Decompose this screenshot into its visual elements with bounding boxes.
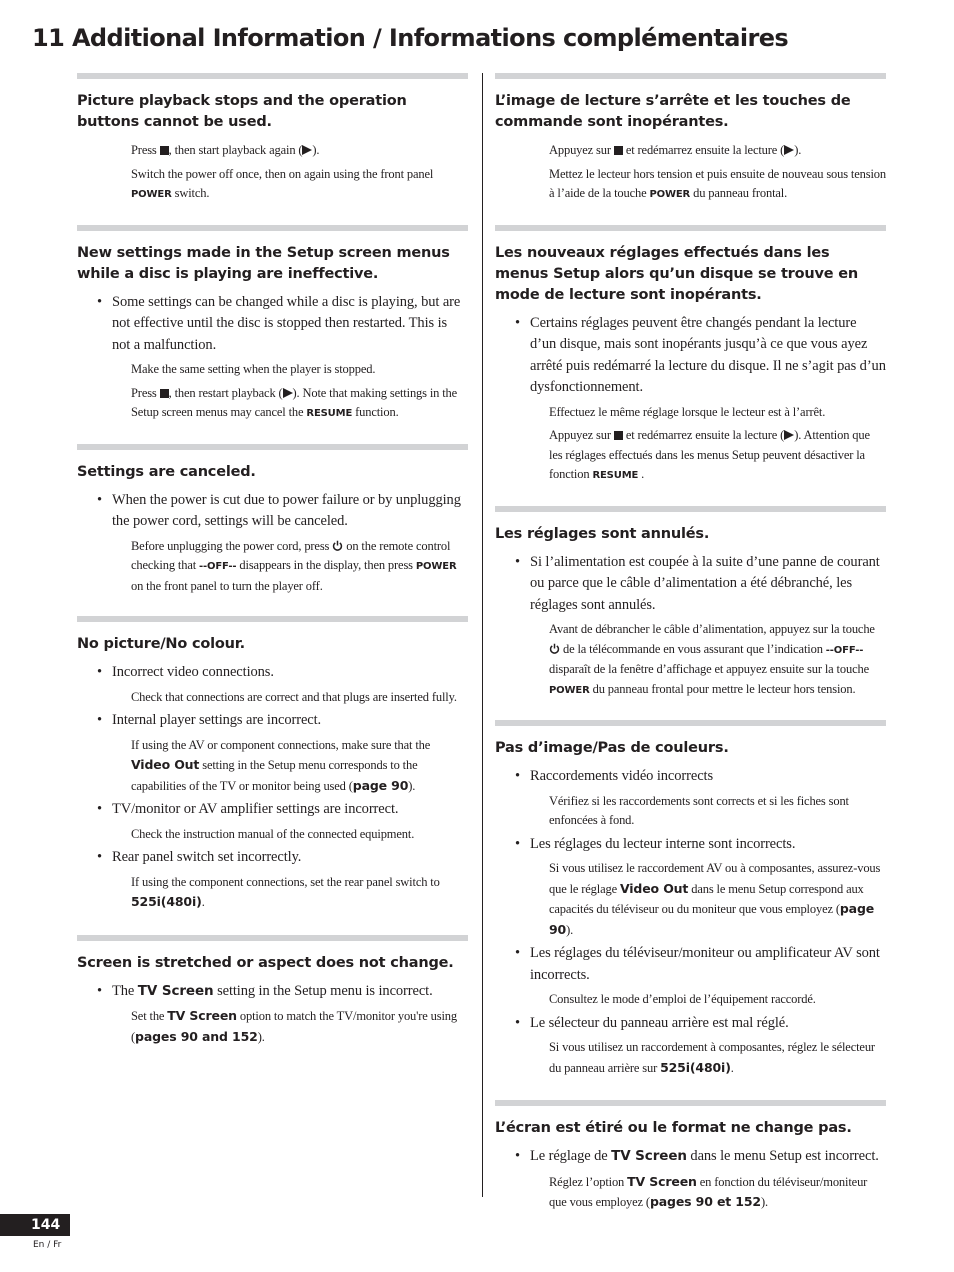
text: ). Attention que les réglages effectués dans les menus Setup peuvent désactiver la fonction (549, 428, 870, 481)
solution: Consultez le mode d’emploi de l’équipement raccordé. (549, 992, 816, 1006)
bullet-cause (77, 981, 468, 1003)
resume-label: RESUME (592, 470, 639, 481)
text: . (638, 467, 645, 481)
section-settings-canceled (77, 444, 468, 597)
text: option to match the TV/monitor you're using ( (131, 1009, 457, 1044)
tv-screen-label: TV Screen (137, 982, 214, 999)
section-screen-stretched (495, 1100, 886, 1213)
standby-power-icon (549, 643, 560, 654)
english-column (77, 73, 468, 1047)
text: ). (257, 1029, 265, 1044)
section-title: Settings are canceled. (77, 463, 256, 480)
solution (77, 537, 468, 597)
text: dans le menu Setup correspond aux capacités du téléviseur ou du moniteur que vous employez ( (549, 881, 864, 916)
bullet-cause: • Rear panel switch set incorrectly. (77, 847, 468, 869)
text: If using the component connections, set the rear panel switch to (131, 874, 440, 889)
section-title: Pas d’image/Pas de couleurs. (495, 740, 729, 756)
bullet-cause: • Raccordements vidéo incorrects (495, 766, 886, 788)
solution (77, 873, 468, 913)
text: , then restart playback ( (168, 385, 283, 400)
bullet-cause: • Les réglages du téléviseur/moniteur ou amplificateur AV sont incorrects. (495, 943, 886, 986)
video-out-label: Video Out (131, 757, 200, 772)
bullet-cause: • Le sélecteur du panneau arrière est mal réglé. (495, 1013, 886, 1035)
section-playback-stops (77, 73, 468, 205)
solution (77, 1006, 468, 1047)
text: du panneau frontal. (690, 186, 788, 200)
solution (77, 165, 468, 205)
text: en fonction du téléviseur/moniteur que vous employez ( (549, 1174, 868, 1209)
stop-icon (160, 389, 169, 398)
text: Switch the power off once, then on again using the front panel (131, 166, 434, 181)
page-reference: pages 90 and 152 (135, 1028, 258, 1044)
section-title: Les nouveaux réglages effectués dans les menus Setup alors qu’un disque se trouve en mode de lecture sont inopérants. (495, 244, 859, 303)
solution (495, 620, 886, 700)
text: et redémarrez ensuite la lecture ( (622, 143, 785, 157)
text: et redémarrez ensuite la lecture ( (622, 428, 785, 442)
text: Appuyez sur (549, 143, 614, 157)
power-label: POWER (549, 684, 590, 696)
solution (495, 426, 886, 486)
bullet-cause: • Incorrect video connections. (77, 662, 468, 684)
stop-icon (160, 146, 169, 155)
text: setting in the Setup menu is incorrect. (213, 982, 433, 999)
solution (77, 736, 468, 797)
text: Si vous utilisez un raccordement à composantes, réglez le sélecteur du panneau arrière sur (549, 1040, 875, 1075)
solution (495, 165, 886, 205)
section-setup-ineffective (495, 225, 886, 486)
resolution-label: 525i(480i) (131, 894, 202, 909)
text: Réglez l’option (549, 1174, 628, 1189)
bullet-cause: • Certains réglages peuvent être changés pendant la lecture d’un disque, mais sont inopérants jusqu’à ce que vous ayez arrêté puis redémarré la lecture du disque. Il ne s’agit pas d’un dysfonctionnement. (495, 313, 886, 399)
text: , then start playback again ( (168, 143, 303, 157)
section-no-picture (495, 720, 886, 1078)
standby-power-icon (332, 540, 343, 551)
column-divider (482, 73, 483, 1197)
bullet-cause: • Internal player settings are incorrect. (77, 710, 468, 732)
power-label: POWER (415, 561, 457, 572)
stop-icon (614, 146, 623, 155)
bullet-cause: • Si l’alimentation est coupée à la suite d’une panne de courant ou parce que le câble d’alimentation a été débranché, les réglages sont annulés. (495, 552, 886, 617)
text: ). (760, 1195, 768, 1209)
solution (495, 141, 886, 161)
page-reference: page 90 (549, 901, 875, 937)
text: Before unplugging the power cord, press (131, 538, 333, 553)
resume-label: RESUME (306, 408, 353, 419)
text: function. (352, 405, 399, 419)
text: on the front panel to turn the player off. (131, 578, 323, 593)
solution (77, 141, 468, 161)
text: du panneau frontal pour mettre le lecteur hors tension. (589, 681, 856, 696)
text: Mettez le lecteur hors tension et puis ensuite de nouveau sous tension à l’aide de la touche (549, 166, 886, 200)
bullet-cause (495, 1146, 886, 1168)
text: disappears in the display, then press (236, 558, 416, 572)
page-number-badge (0, 1214, 70, 1236)
section-setup-ineffective (77, 225, 468, 424)
text: Press (131, 385, 160, 400)
section-title: L’écran est étiré ou le format ne change pas. (495, 1120, 852, 1136)
text: ). Note that making settings in the Setup screen menus may cancel the (131, 385, 458, 419)
section-screen-stretched (77, 935, 468, 1048)
bullet-cause: • TV/monitor or AV amplifier settings are incorrect. (77, 799, 468, 821)
solution: Vérifiez si les raccordements sont corrects et si les fiches sont enfoncées à fond. (549, 793, 849, 827)
text: setting in the Setup menu corresponds to the capabilities of the TV or monitor being used ( (131, 758, 418, 793)
text: . (201, 895, 205, 909)
text: Avant de débrancher le câble d’alimentation, appuyez sur la touche (549, 622, 875, 636)
section-title: L’image de lecture s’arrête et les touches de commande sont inopérantes. (495, 93, 851, 130)
text: Si vous utilisez le raccordement AV ou à composantes, assurez-vous que le réglage (549, 861, 881, 896)
text: switch. (171, 186, 210, 200)
text: de la télécommande en vous assurant que l’indication (560, 641, 826, 656)
text: Press (131, 143, 160, 157)
tv-screen-label: TV Screen (627, 1173, 697, 1189)
text: Set the (131, 1009, 168, 1023)
solution (495, 1172, 886, 1213)
text: The (112, 982, 138, 999)
text: If using the AV or component connections, make sure that the (131, 737, 431, 752)
solution: Check that connections are correct and that plugs are inserted fully. (131, 689, 457, 704)
solution (495, 1038, 886, 1078)
text: disparaît de la fenêtre d’affichage et appuyez ensuite sur la touche (549, 662, 869, 676)
page-reference: pages 90 et 152 (649, 1194, 761, 1209)
page-reference: page 90 (352, 777, 409, 793)
text: ). (794, 143, 802, 157)
section-title: New settings made in the Setup screen menus while a disc is playing are ineffective. (77, 244, 450, 282)
solution (77, 384, 468, 424)
tv-screen-label: TV Screen (611, 1148, 687, 1164)
play-icon (784, 145, 794, 155)
section-no-picture (77, 616, 468, 913)
text: dans le menu Setup est incorrect. (686, 1148, 879, 1164)
solution: Effectuez le même réglage lorsque le lecteur est à l’arrêt. (549, 404, 826, 419)
text: Appuyez sur (549, 428, 614, 442)
play-icon (302, 145, 312, 155)
play-icon (283, 388, 293, 398)
solution (495, 859, 886, 940)
stop-icon (614, 431, 623, 440)
text: ). (566, 922, 574, 937)
video-out-label: Video Out (619, 880, 689, 896)
solution: Make the same setting when the player is stopped. (131, 362, 376, 376)
resolution-label: 525i(480i) (660, 1059, 731, 1075)
text: on the remote control checking that (131, 538, 451, 572)
bullet-cause: • Some settings can be changed while a disc is playing, but are not effective until the disc is stopped then restarted. This is not a malfunction. (77, 292, 468, 357)
off-indicator: --OFF-- (825, 644, 864, 656)
power-label: POWER (649, 189, 691, 200)
section-title: Picture playback stops and the operation buttons cannot be used. (77, 93, 407, 130)
section-title: Les réglages sont annulés. (495, 525, 710, 542)
section-settings-canceled (495, 506, 886, 701)
text: ). (312, 143, 320, 157)
tv-screen-label: TV Screen (167, 1008, 237, 1023)
french-column (495, 73, 886, 1213)
play-icon (784, 430, 794, 440)
solution: Check the instruction manual of the connected equipment. (131, 826, 415, 841)
bullet-cause: • When the power is cut due to power failure or by unplugging the power cord, settings will be canceled. (77, 490, 468, 533)
power-label: POWER (131, 189, 172, 200)
text: Le réglage de (530, 1148, 612, 1164)
bullet-cause: • Les réglages du lecteur interne sont incorrects. (495, 834, 886, 856)
text: . (730, 1060, 734, 1075)
page-title: 11 Additional Information / Informations complémentaires (32, 24, 789, 52)
off-indicator: --OFF-- (199, 561, 237, 572)
section-title: Screen is stretched or aspect does not change. (77, 954, 454, 971)
section-title: No picture/No colour. (77, 636, 245, 652)
section-playback-stops (495, 73, 886, 205)
page-number: 144 (31, 1217, 61, 1233)
language-label: En / Fr (33, 1240, 62, 1250)
text: ). (408, 778, 416, 793)
